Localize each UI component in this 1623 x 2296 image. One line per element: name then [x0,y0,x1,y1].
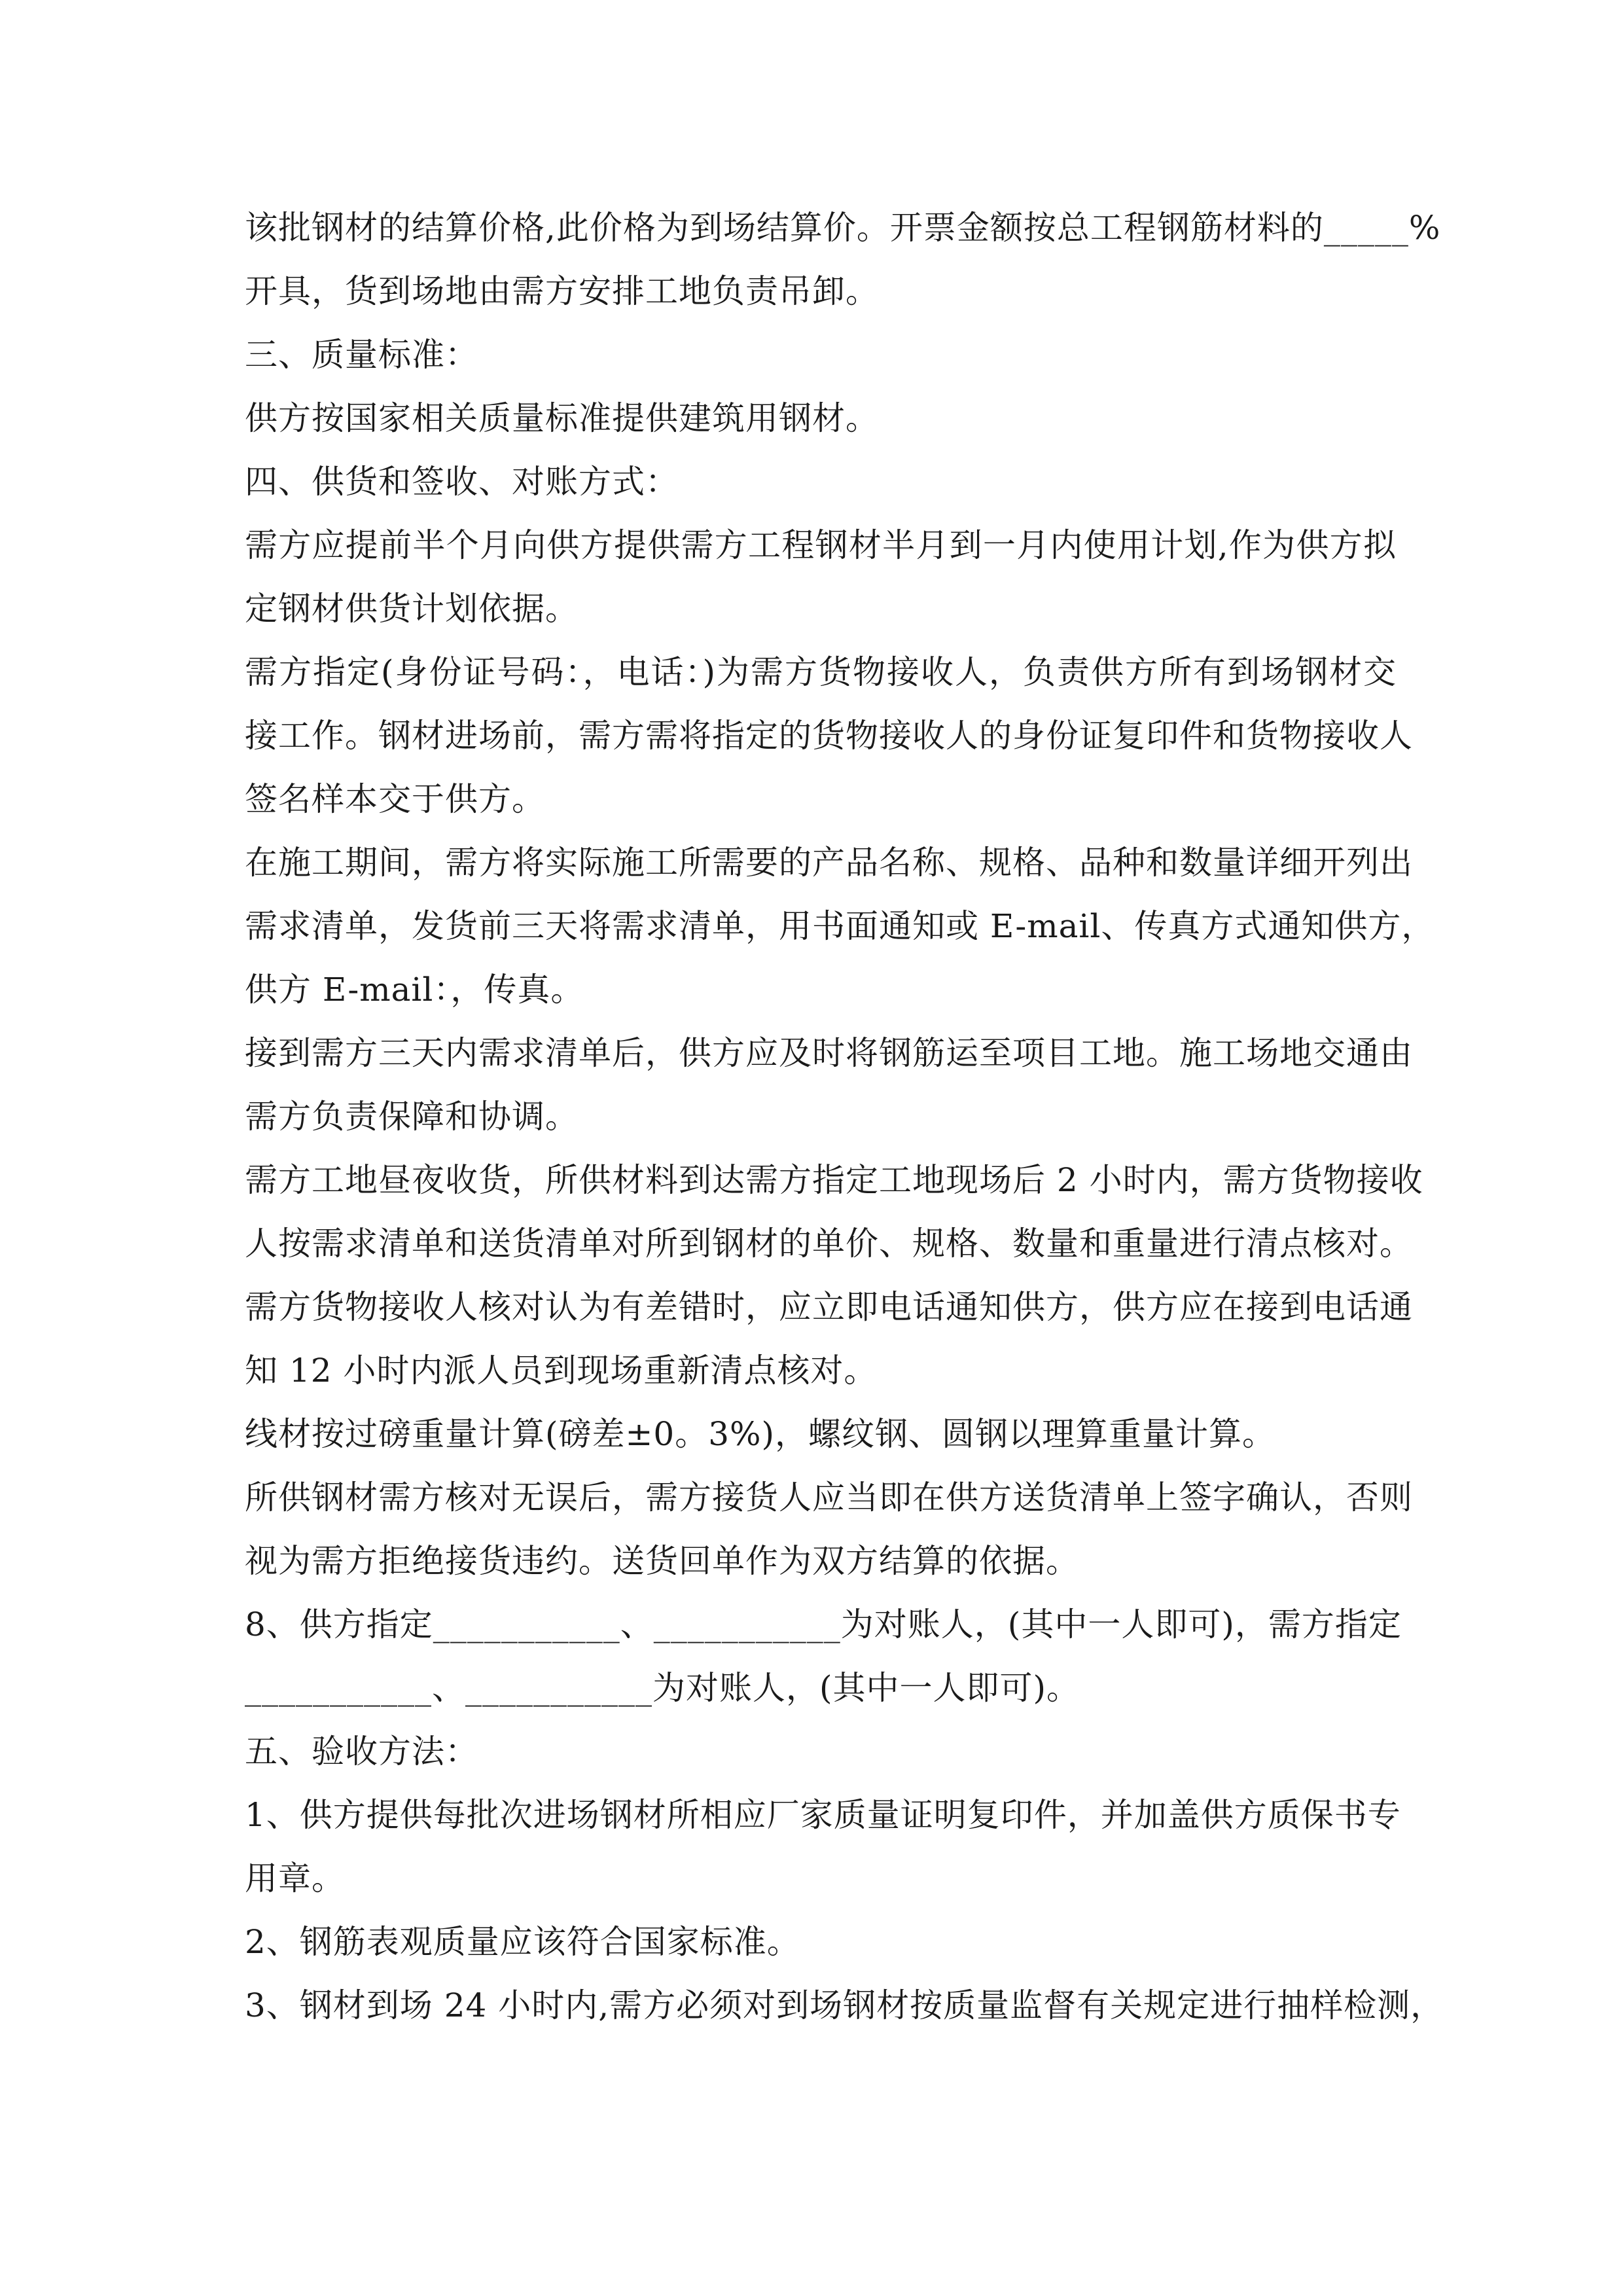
text-line: 供方 E-mail：，传真。 [245,971,584,1009]
text-line: 需方应提前半个月向供方提供需方工程钢材半月到一月内使用计划,作为供方拟 [245,526,1397,564]
text-line: 需方工地昼夜收货，所供材料到达需方指定工地现场后 2 小时内，需方货物接收 [245,1161,1423,1199]
text-line: 在施工期间，需方将实际施工所需要的产品名称、规格、品种和数量详细开列出 [245,844,1413,882]
document-body [245,196,1444,2037]
text-line: 1、供方提供每批次进场钢材所相应厂家质量证明复印件，并加盖供方质保书专 [245,1796,1401,1834]
text-line: 2、钢筋表观质量应该符合国家标准。 [245,1923,800,1961]
text-line: 需方货物接收人核对认为有差错时，应立即电话通知供方，供方应在接到电话通 [245,1288,1413,1326]
text-line: 所供钢材需方核对无误后，需方接货人应当即在供方送货清单上签字确认，否则 [245,1479,1413,1516]
text-line: 开具，货到场地由需方安排工地负责吊卸。 [245,272,879,310]
text-line: 用章。 [245,1859,345,1897]
text-line: 供方按国家相关质量标准提供建筑用钢材。 [245,399,879,437]
text-line: 该批钢材的结算价格,此价格为到场结算价。开票金额按总工程钢筋材料的_____% [245,209,1441,247]
text-line: 人按需求清单和送货清单对所到钢材的单价、规格、数量和重量进行清点核对。 [245,1225,1413,1263]
text-line: 需求清单，发货前三天将需求清单，用书面通知或 E-mail、传真方式通知供方， [245,907,1435,945]
section-heading: 四、供货和签收、对账方式： [245,463,679,501]
text-line: 接到需方三天内需求清单后，供方应及时将钢筋运至项目工地。施工场地交通由 [245,1034,1413,1072]
text-line: 8、供方指定___________、___________为对账人，(其中一人即可)，需方指定 [245,1605,1402,1643]
text-line: 线材按过磅重量计算(磅差±0。3%)，螺纹钢、圆钢以理算重量计算。 [245,1415,1276,1453]
text-line: 需方指定(身份证号码：，电话：)为需方货物接收人，负责供方所有到场钢材交 [245,653,1397,691]
text-line: 定钢材供货计划依据。 [245,590,579,628]
section-heading: 三、质量标准： [245,336,478,374]
text-line: 知 12 小时内派人员到现场重新清点核对。 [245,1352,878,1390]
text-line: 签名样本交于供方。 [245,780,545,818]
text-line: 视为需方拒绝接货违约。送货回单作为双方结算的依据。 [245,1542,1079,1580]
text-line: ___________、___________为对账人，(其中一人即可)。 [245,1669,1080,1707]
text-line: 接工作。钢材进场前，需方需将指定的货物接收人的身份证复印件和货物接收人 [245,717,1413,755]
text-line: 需方负责保障和协调。 [245,1098,579,1136]
section-heading: 五、验收方法： [245,1732,478,1770]
text-line: 3、钢材到场 24 小时内,需方必须对到场钢材按质量监督有关规定进行抽样检测， [245,1986,1444,2024]
